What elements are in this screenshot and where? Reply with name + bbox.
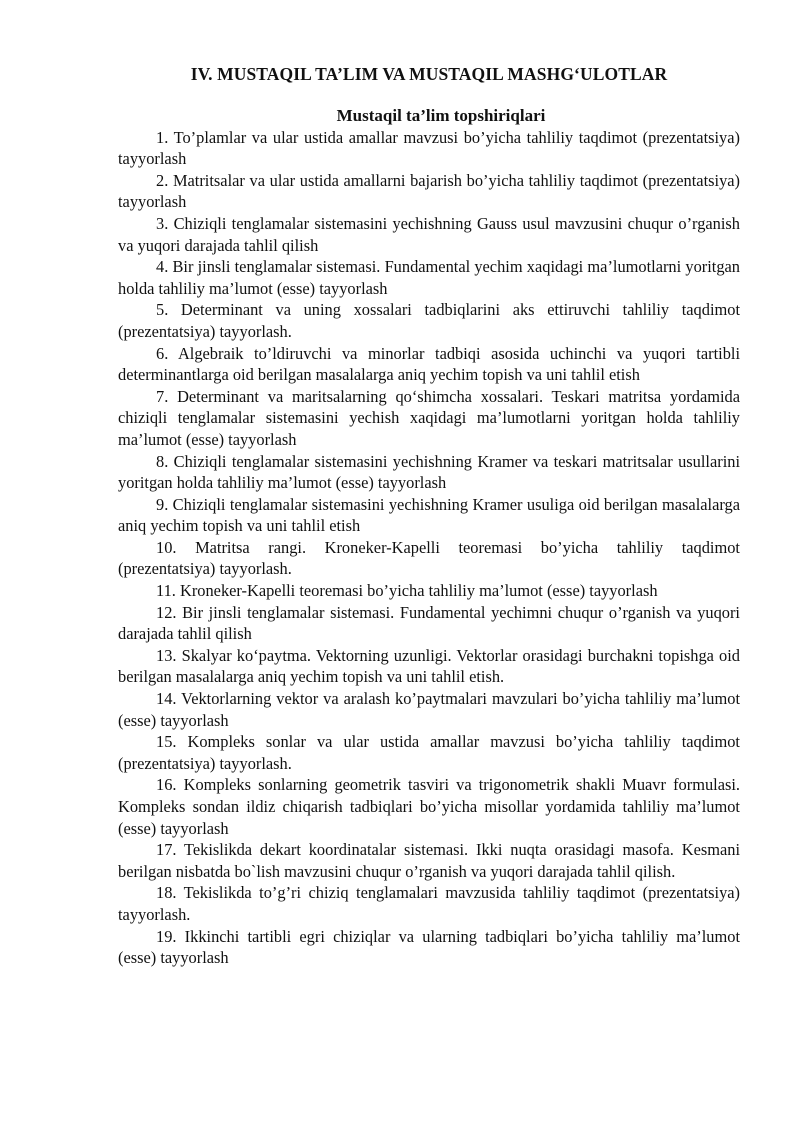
task-list (118, 127, 740, 969)
task-item: 10. Matritsa rangi. Kroneker-Kapelli teoremasi bo’yicha tahliliy taqdimot (prezentatsiya) tayyorlash. (118, 537, 740, 579)
task-item: 9. Chiziqli tenglamalar sistemasini yechishning Kramer usuliga oid berilgan masalalarga aniq yechim topish va uni tahlil etish (118, 494, 740, 536)
section-title: IV. MUSTAQIL TA’LIM VA MUSTAQIL MASHG‘ULOTLAR (190, 64, 668, 84)
task-item: 7. Determinant va maritsalarning qo‘shimcha xossalari. Teskari matritsa yordamida chiziqli tenglamalar sistemasini yechish xaqidagi ma’lumotlarni yoritgan holda tahliliy ma’lumot (esse) tayyorlash (118, 386, 740, 449)
task-item: 16. Kompleks sonlarning geometrik tasviri va trigonometrik shakli Muavr formulasi. Kompleks sondan ildiz chiqarish tadbiqlari bo’yicha misollar yordamida tahliliy ma’lumot (esse) tayyorlash (118, 775, 740, 838)
task-item: 5. Determinant va uning xossalari tadbiqlarini aks ettiruvchi tahliliy taqdimot (prezentatsiya) tayyorlash. (118, 300, 740, 341)
task-item: 12. Bir jinsli tenglamalar sistemasi. Fundamental yechimni chuqur o’rganish va yuqori darajada tahlil qilish (118, 602, 740, 644)
task-item: 6. Algebraik to’ldiruvchi va minorlar tadbiqi asosida uchinchi va yuqori tartibli determinantlarga oid berilgan masalalarga aniq yechim topish va uni tahlil etish (118, 343, 740, 385)
task-item: 1. To’plamlar va ular ustida amallar mavzusi bo’yicha tahliliy taqdimot (prezentatsiya) tayyorlash (118, 127, 740, 169)
task-item: 14. Vektorlarning vektor va aralash ko’paytmalari mavzulari bo’yicha tahliliy ma’lumot (esse) tayyorlash (118, 689, 740, 730)
task-item: 11. Kroneker-Kapelli teoremasi bo’yicha tahliliy ma’lumot (esse) tayyorlash (156, 581, 658, 601)
task-item: 17. Tekislikda dekart koordinatalar sistemasi. Ikki nuqta orasidagi masofa. Kesmani berilgan nisbatda bo`lish mavzusini chuqur o’rganish va yuqori darajada tahlil qilish. (118, 840, 740, 881)
subsection-title: Mustaqil ta’lim topshiriqlari (336, 106, 546, 125)
task-item: 15. Kompleks sonlar va ular ustida amallar mavzusi bo’yicha tahliliy taqdimot (prezentatsiya) tayyorlash. (118, 732, 740, 773)
task-item: 4. Bir jinsli tenglamalar sistemasi. Fundamental yechim xaqidagi ma’lumotlarni yoritgan holda tahliliy ma’lumot (esse) tayyorlash (118, 257, 740, 298)
task-item: 8. Chiziqli tenglamalar sistemasini yechishning Kramer va teskari matritsalar usullarini yoritgan holda tahliliy ma’lumot (esse) tayyorlash (118, 451, 740, 493)
task-item: 19. Ikkinchi tartibli egri chiziqlar va ularning tadbiqlari bo’yicha tahliliy ma’lumot (esse) tayyorlash (118, 926, 740, 968)
task-item: 2. Matritsalar va ular ustida amallarni bajarish bo’yicha tahliliy taqdimot (prezentatsiya) tayyorlash (118, 170, 740, 212)
task-item: 3. Chiziqli tenglamalar sistemasini yechishning Gauss usul mavzusini chuqur o’rganish va yuqori darajada tahlil qilish (118, 213, 740, 255)
document-page (118, 64, 740, 969)
task-item: 18. Tekislikda to’g’ri chiziq tenglamalari mavzusida tahliliy taqdimot (prezentatsiya) tayyorlash. (118, 883, 740, 924)
task-item: 13. Skalyar ko‘paytma. Vektorning uzunligi. Vektorlar orasidagi burchakni topishga oid berilgan masalalarga aniq yechim topish va uni tahlil etish. (118, 645, 740, 687)
